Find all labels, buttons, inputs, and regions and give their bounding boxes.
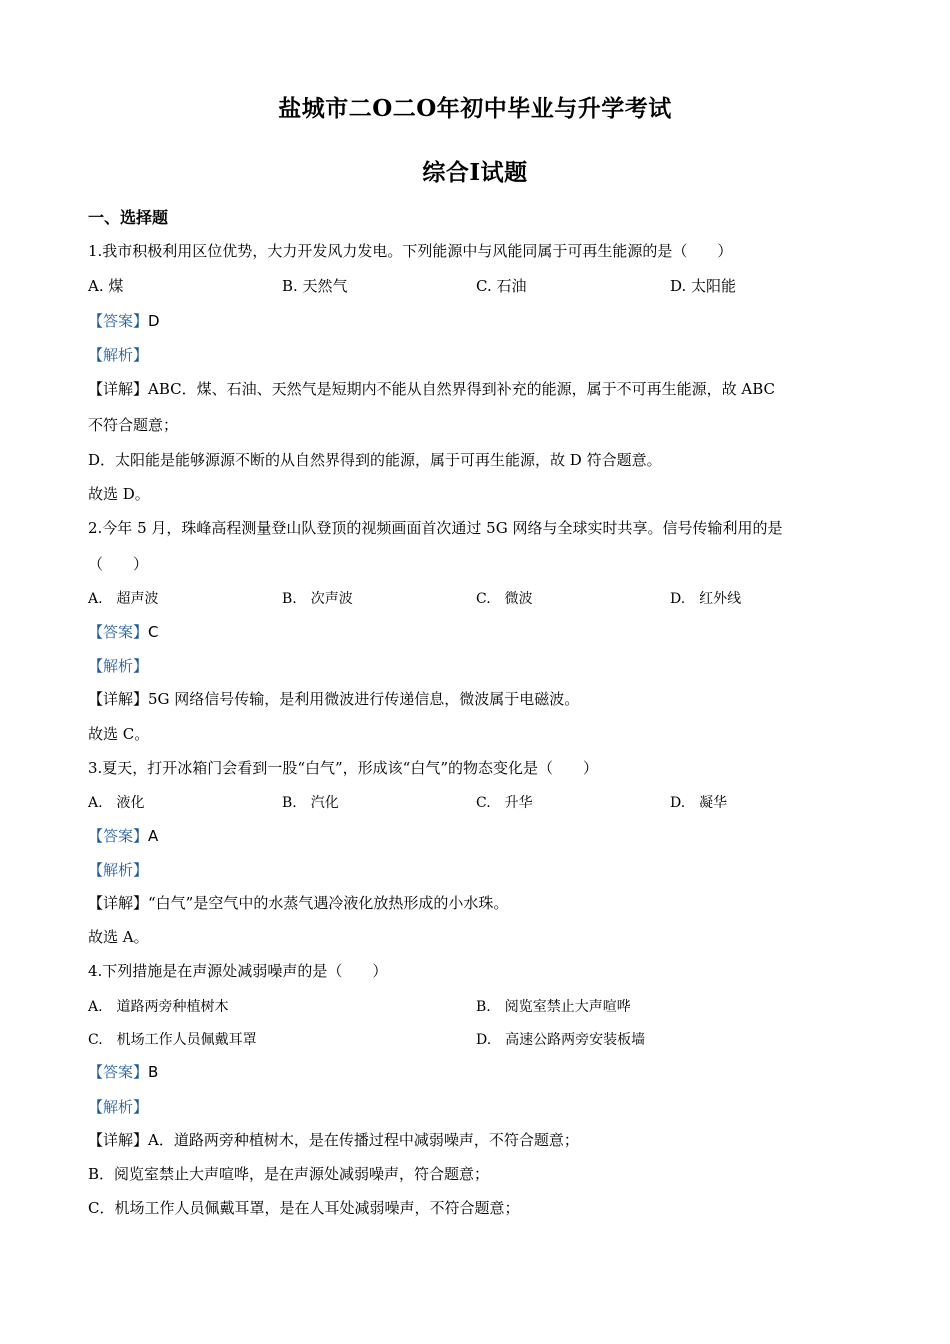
q1-detail-2: 不符合题意； (88, 416, 179, 434)
answer-tag: 【答案】 (88, 1063, 149, 1081)
q2-option-b: B. 次声波 (282, 591, 353, 607)
detail-tag: 【详解】 (88, 690, 149, 708)
q3-answer (88, 826, 158, 846)
analysis-tag: 【解析】 (88, 346, 149, 364)
q2-conclusion: 故选 C。 (88, 725, 150, 743)
q1-option-a: A. 煤 (88, 277, 124, 295)
q1-analysis (88, 345, 148, 365)
q3-option-d: D. 凝华 (670, 795, 728, 811)
q2-detail-1 (88, 689, 579, 709)
q4-detail-text-1: A．道路两旁种植树木，是在传播过程中减弱噪声，不符合题意； (148, 1131, 579, 1149)
q3-analysis (88, 860, 148, 880)
q3-stem: 3.夏天，打开冰箱门会看到一股“白气”，形成该“白气”的物态变化是（ ） (88, 759, 598, 777)
q4-option-b: B. 阅览室禁止大声喧哗 (476, 999, 631, 1015)
section-heading: 一、选择题 (88, 208, 169, 227)
detail-tag: 【详解】 (88, 380, 149, 398)
q3-option-a: A. 液化 (88, 795, 145, 811)
q1-option-c: C. 石油 (476, 277, 527, 295)
q1-detail-1 (88, 379, 775, 399)
q4-answer-value: B (148, 1063, 159, 1081)
q2-detail-text-1: 5G 网络信号传输，是利用微波进行传递信息，微波属于电磁波。 (148, 690, 580, 708)
q1-detail-3: D．太阳能是能够源源不断的从自然界得到的能源，属于可再生能源，故 D 符合题意。 (88, 451, 662, 469)
q4-detail-1 (88, 1130, 579, 1150)
q4-stem: 4.下列措施是在声源处减弱噪声的是（ ） (88, 962, 388, 980)
q3-conclusion: 故选 A。 (88, 928, 149, 946)
q4-option-c: C. 机场工作人员佩戴耳罩 (88, 1032, 257, 1048)
q4-detail-3: C．机场工作人员佩戴耳罩，是在人耳处减弱噪声，不符合题意； (88, 1199, 520, 1217)
q2-stem: 2.今年 5 月，珠峰高程测量登山队登顶的视频画面首次通过 5G 网络与全球实时共享。信号传输利用的是 (88, 519, 783, 537)
q3-answer-value: A (148, 827, 159, 845)
q2-option-a: A. 超声波 (88, 591, 159, 607)
q3-option-c: C. 升华 (476, 795, 533, 811)
q1-stem: 1.我市积极利用区位优势，大力开发风力发电。下列能源中与风能同属于可再生能源的是（ ） (88, 242, 733, 260)
analysis-tag: 【解析】 (88, 1098, 149, 1116)
q4-analysis (88, 1097, 148, 1117)
answer-tag: 【答案】 (88, 827, 149, 845)
q4-option-a: A. 道路两旁种植树木 (88, 999, 229, 1015)
detail-tag: 【详解】 (88, 1131, 149, 1149)
q2-stem-2: （ ） (88, 555, 149, 573)
q1-detail-text-1: ABC．煤、石油、天然气是短期内不能从自然界得到补充的能源，属于不可再生能源，故 ABC (148, 380, 776, 398)
detail-tag: 【详解】 (88, 894, 149, 912)
q3-option-b: B. 汽化 (282, 795, 339, 811)
q1-answer-value: D (148, 312, 160, 330)
q1-option-b: B. 天然气 (282, 277, 348, 295)
exam-title: 盐城市二O二O年初中毕业与升学考试 (278, 95, 672, 122)
q4-answer (88, 1062, 158, 1082)
q1-option-d: D. 太阳能 (670, 277, 737, 295)
q1-answer (88, 311, 160, 331)
exam-subtitle: 综合Ⅰ试题 (422, 159, 528, 186)
q3-detail-1 (88, 893, 508, 913)
analysis-tag: 【解析】 (88, 657, 149, 675)
q2-answer (88, 622, 159, 642)
q2-option-c: C. 微波 (476, 591, 533, 607)
q2-analysis (88, 656, 148, 676)
q2-answer-value: C (148, 623, 159, 641)
q2-option-d: D. 红外线 (670, 591, 742, 607)
q4-detail-2: B．阅览室禁止大声喧哗，是在声源处减弱噪声，符合题意； (88, 1165, 490, 1183)
q1-conclusion: 故选 D。 (88, 485, 150, 503)
q4-option-d: D. 高速公路两旁安装板墙 (476, 1032, 646, 1048)
analysis-tag: 【解析】 (88, 861, 149, 879)
answer-tag: 【答案】 (88, 312, 149, 330)
q3-detail-text-1: “白气”是空气中的水蒸气遇冷液化放热形成的小水珠。 (148, 894, 509, 912)
answer-tag: 【答案】 (88, 623, 149, 641)
